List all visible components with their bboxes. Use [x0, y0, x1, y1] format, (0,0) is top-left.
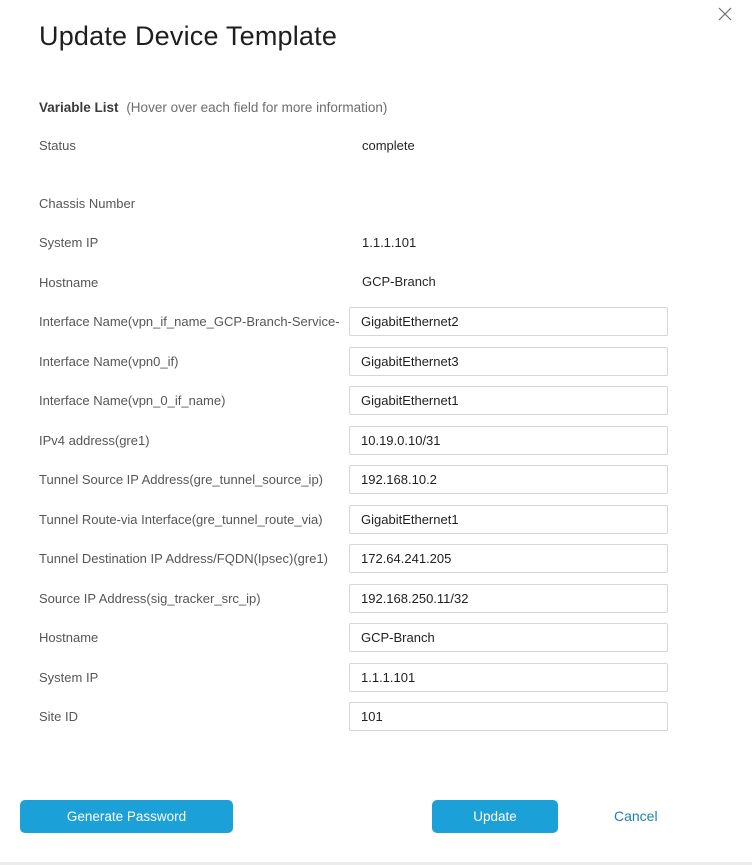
- form-row-system-ip-2: [39, 658, 669, 698]
- form-row-ipv4-address-gre1: [39, 421, 669, 461]
- status-value: complete: [362, 137, 415, 153]
- tunnel-destination-ip-input[interactable]: [349, 544, 668, 573]
- variable-list-heading: [39, 100, 752, 115]
- site-id-label: Site ID: [39, 709, 79, 725]
- system-ip-label: System IP: [39, 235, 99, 251]
- interface-name-vpn-if-name-label: Interface Name(vpn_if_name_GCP-Branch-Service-: [39, 314, 340, 330]
- form-row-chassis-number: [39, 184, 669, 224]
- generate-password-button[interactable]: Generate Password: [20, 800, 233, 833]
- source-ip-sig-tracker-value-cell: [349, 584, 669, 613]
- interface-name-vpn-0-if-name-label: Interface Name(vpn_0_if_name): [39, 393, 226, 409]
- chassis-number-label: Chassis Number: [39, 195, 136, 211]
- site-id-value-cell: [349, 702, 669, 731]
- variable-list-label: Variable List: [39, 100, 119, 115]
- interface-name-vpn0-if-label: Interface Name(vpn0_if): [39, 353, 179, 369]
- tunnel-route-via-label: Tunnel Route-via Interface(gre_tunnel_route_via): [39, 511, 323, 527]
- page-title: Update Device Template: [39, 21, 338, 51]
- ipv4-address-gre1-value-cell: [349, 426, 669, 455]
- hostname-2-label: Hostname: [39, 630, 99, 646]
- form-row-hostname: [39, 263, 669, 303]
- tunnel-route-via-value-cell: [349, 505, 669, 534]
- variable-list-hint: (Hover over each field for more information): [126, 100, 388, 115]
- system-ip-value-cell: [349, 234, 669, 252]
- status-value-cell: [349, 137, 669, 155]
- system-ip-2-label: System IP: [39, 669, 99, 685]
- form-row-tunnel-destination-ip: [39, 539, 669, 579]
- system-ip-2-value-cell: [349, 663, 669, 692]
- tunnel-destination-ip-value-cell: [349, 544, 669, 573]
- source-ip-sig-tracker-input[interactable]: [349, 584, 668, 613]
- ipv4-address-gre1-input[interactable]: [349, 426, 668, 455]
- interface-name-vpn0-if-input[interactable]: [349, 347, 668, 376]
- tunnel-source-ip-value-cell: [349, 465, 669, 494]
- interface-name-vpn-0-if-name-input[interactable]: [349, 386, 668, 415]
- form-row-interface-name-vpn0-if: [39, 342, 669, 382]
- tunnel-route-via-input[interactable]: [349, 505, 668, 534]
- close-icon[interactable]: [717, 6, 733, 22]
- tunnel-source-ip-input[interactable]: [349, 465, 668, 494]
- chassis-number-value-cell: [349, 194, 669, 212]
- hostname-2-input[interactable]: [349, 623, 668, 652]
- hostname-value-cell: [349, 273, 669, 291]
- system-ip-value: 1.1.1.101: [362, 234, 417, 250]
- hostname-2-value-cell: [349, 623, 669, 652]
- form-row-interface-name-vpn-0-if-name: [39, 381, 669, 421]
- form-row-system-ip: [39, 223, 669, 263]
- update-button[interactable]: Update: [432, 800, 558, 833]
- site-id-input[interactable]: [349, 702, 668, 731]
- form-row-site-id: [39, 697, 669, 737]
- form-row-source-ip-sig-tracker: [39, 579, 669, 619]
- interface-name-vpn-if-name-input[interactable]: [349, 307, 668, 336]
- ipv4-address-gre1-label: IPv4 address(gre1): [39, 432, 150, 448]
- status-label: Status: [39, 138, 76, 154]
- hostname-value: GCP-Branch: [362, 274, 436, 290]
- form-row-tunnel-source-ip: [39, 460, 669, 500]
- dialog-footer: [0, 800, 752, 833]
- source-ip-sig-tracker-label: Source IP Address(sig_tracker_src_ip): [39, 590, 261, 606]
- variable-form: [39, 126, 669, 737]
- interface-name-vpn-0-if-name-value-cell: [349, 386, 669, 415]
- system-ip-2-input[interactable]: [349, 663, 668, 692]
- interface-name-vpn0-if-value-cell: [349, 347, 669, 376]
- cancel-button[interactable]: Cancel: [614, 808, 658, 824]
- tunnel-source-ip-label: Tunnel Source IP Address(gre_tunnel_source_ip): [39, 472, 324, 488]
- form-row-hostname-2: [39, 618, 669, 658]
- form-row-interface-name-vpn-if-name: [39, 302, 669, 342]
- form-row-status: [39, 126, 669, 166]
- interface-name-vpn-if-name-value-cell: [349, 307, 669, 336]
- tunnel-destination-ip-label: Tunnel Destination IP Address/FQDN(Ipsec)(gre1): [39, 551, 329, 567]
- form-row-tunnel-route-via: [39, 500, 669, 540]
- hostname-label: Hostname: [39, 274, 99, 290]
